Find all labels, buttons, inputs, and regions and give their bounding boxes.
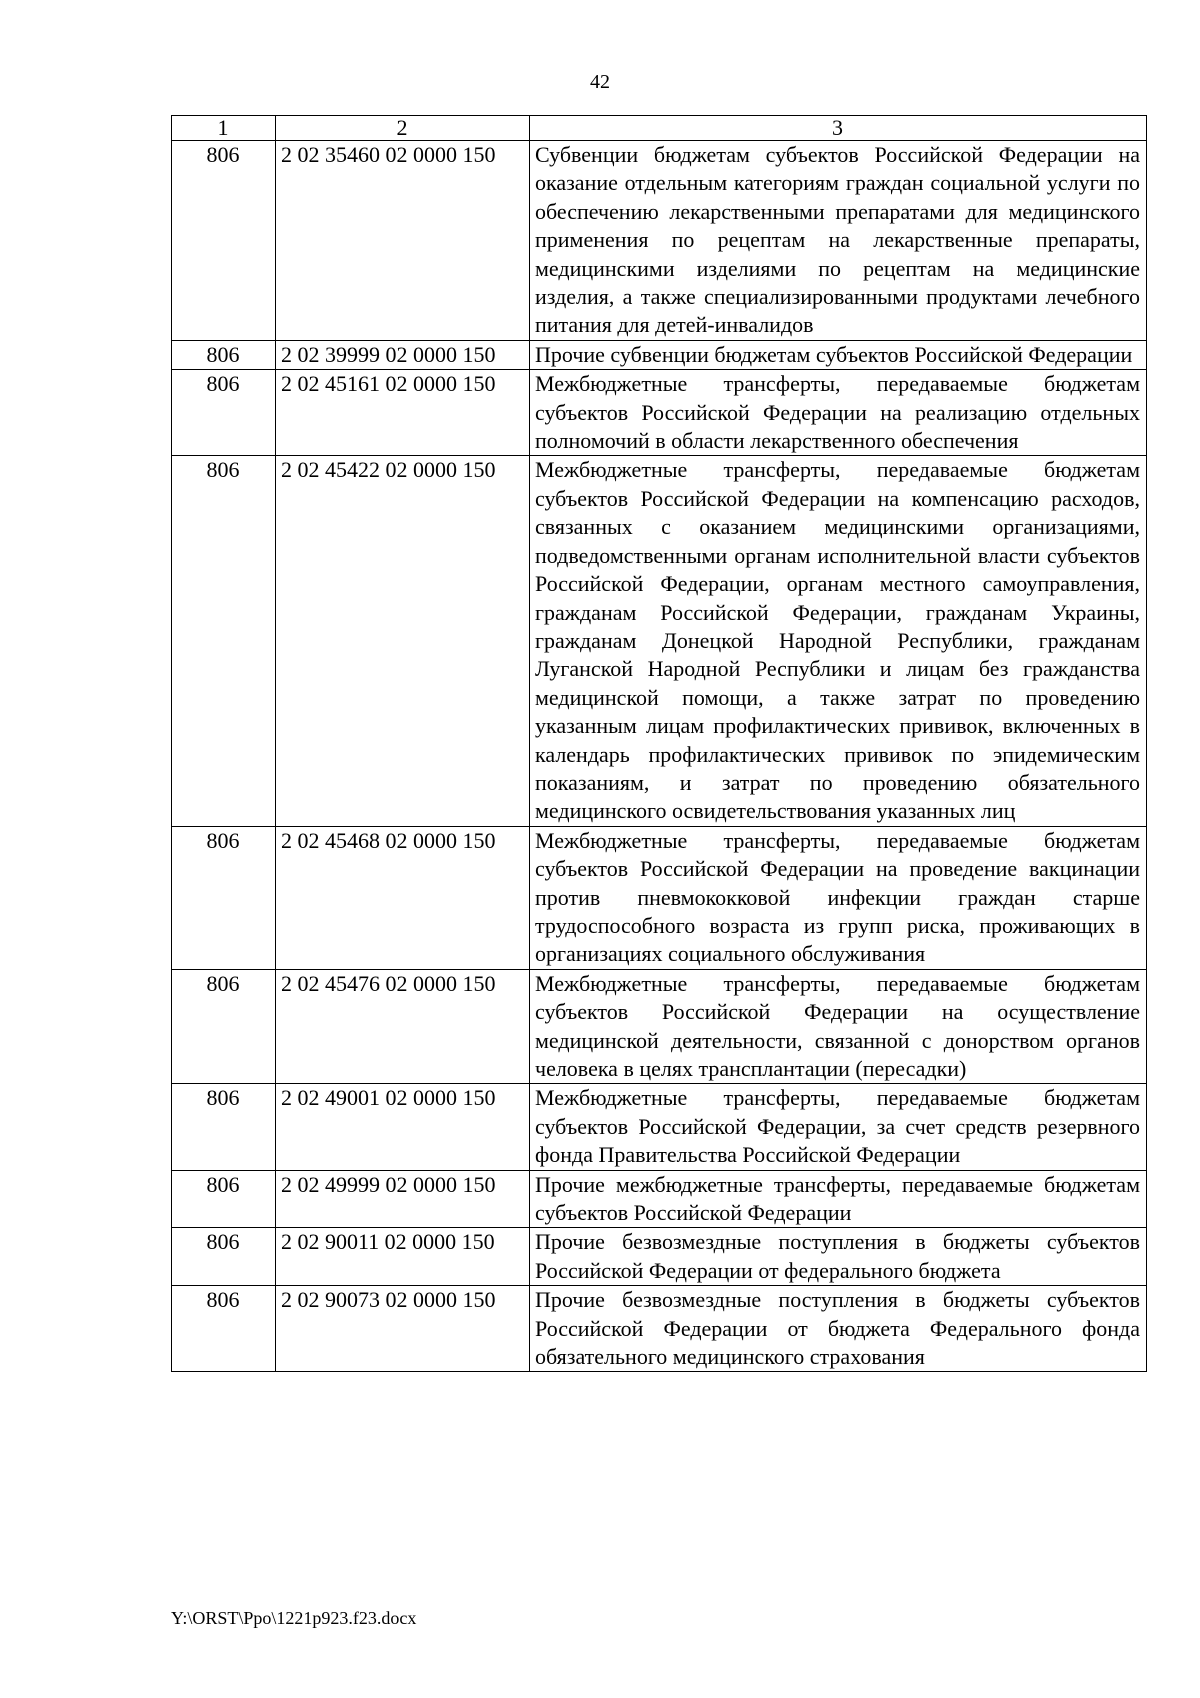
table-body — [172, 141, 1147, 1372]
table-row — [172, 370, 1147, 456]
table-row — [172, 1170, 1147, 1228]
table-row — [172, 340, 1147, 369]
admin-code-cell: 806 — [172, 340, 276, 369]
admin-code-cell: 806 — [172, 141, 276, 341]
table-row — [172, 969, 1147, 1084]
table-row — [172, 456, 1147, 826]
description-cell: Субвенции бюджетам субъектов Российской Федерации на оказание отдельным категориям граждан социальной услуги по обеспечению лекарственными препаратами для медицинского применения по рецептам на лекарственные препараты, медицинскими изделиями по рецептам на медицинские изделия, а также специализированными продуктами лечебного питания для детей-инвалидов — [530, 141, 1147, 341]
admin-code-cell: 806 — [172, 1286, 276, 1372]
table-header — [172, 116, 1147, 141]
header-col-3: 3 — [530, 116, 1147, 141]
description-cell: Прочие межбюджетные трансферты, передаваемые бюджетам субъектов Российской Федерации — [530, 1170, 1147, 1228]
table-row — [172, 1286, 1147, 1372]
table-row — [172, 141, 1147, 341]
description-cell: Межбюджетные трансферты, передаваемые бюджетам субъектов Российской Федерации, за счет средств резервного фонда Правительства Российской Федерации — [530, 1084, 1147, 1170]
description-cell: Прочие безвозмездные поступления в бюджеты субъектов Российской Федерации от федерального бюджета — [530, 1228, 1147, 1286]
header-col-2: 2 — [276, 116, 530, 141]
table-row — [172, 1228, 1147, 1286]
description-cell: Межбюджетные трансферты, передаваемые бюджетам субъектов Российской Федерации на реализацию отдельных полномочий в области лекарственного обеспечения — [530, 370, 1147, 456]
revenue-codes-table — [171, 115, 1147, 1372]
admin-code-cell: 806 — [172, 1228, 276, 1286]
budget-code-cell: 2 02 49999 02 0000 150 — [276, 1170, 530, 1228]
budget-code-cell: 2 02 45468 02 0000 150 — [276, 826, 530, 969]
admin-code-cell: 806 — [172, 826, 276, 969]
admin-code-cell: 806 — [172, 969, 276, 1084]
admin-code-cell: 806 — [172, 370, 276, 456]
description-cell: Межбюджетные трансферты, передаваемые бюджетам субъектов Российской Федерации на осуществление медицинской деятельности, связанной с донорством органов человека в целях трансплантации (пересадки) — [530, 969, 1147, 1084]
budget-code-cell: 2 02 35460 02 0000 150 — [276, 141, 530, 341]
header-col-1: 1 — [172, 116, 276, 141]
admin-code-cell: 806 — [172, 456, 276, 826]
page-number: 42 — [590, 71, 610, 93]
budget-code-cell: 2 02 45422 02 0000 150 — [276, 456, 530, 826]
budget-code-cell: 2 02 90073 02 0000 150 — [276, 1286, 530, 1372]
budget-code-cell: 2 02 90011 02 0000 150 — [276, 1228, 530, 1286]
description-cell: Межбюджетные трансферты, передаваемые бюджетам субъектов Российской Федерации на проведение вакцинации против пневмококковой инфекции граждан старше трудоспособного возраста из групп риска, проживающих в организациях социального обслуживания — [530, 826, 1147, 969]
description-cell: Межбюджетные трансферты, передаваемые бюджетам субъектов Российской Федерации на компенсацию расходов, связанных с оказанием медицинскими организациями, подведомственными органам исполнительной власти субъектов Российской Федерации, органам местного самоуправления, гражданам Российской Федерации, гражданам Украины, гражданам Донецкой Народной Республики, гражданам Луганской Народной Республики и лицам без гражданства медицинской помощи, а также затрат по проведению указанным лицам профилактических прививок, включенных в календарь профилактических прививок по эпидемическим показаниям, и затрат по проведению обязательного медицинского освидетельствования указанных лиц — [530, 456, 1147, 826]
table-row — [172, 1084, 1147, 1170]
footer-file-path: Y:\ORST\Ppo\1221p923.f23.docx — [171, 1608, 417, 1628]
table-row — [172, 826, 1147, 969]
admin-code-cell: 806 — [172, 1084, 276, 1170]
header-row — [172, 116, 1147, 141]
budget-code-cell: 2 02 45476 02 0000 150 — [276, 969, 530, 1084]
description-cell: Прочие субвенции бюджетам субъектов Российской Федерации — [530, 340, 1147, 369]
admin-code-cell: 806 — [172, 1170, 276, 1228]
budget-code-cell: 2 02 39999 02 0000 150 — [276, 340, 530, 369]
description-cell: Прочие безвозмездные поступления в бюджеты субъектов Российской Федерации от бюджета Федерального фонда обязательного медицинского страхования — [530, 1286, 1147, 1372]
budget-code-cell: 2 02 45161 02 0000 150 — [276, 370, 530, 456]
budget-code-cell: 2 02 49001 02 0000 150 — [276, 1084, 530, 1170]
